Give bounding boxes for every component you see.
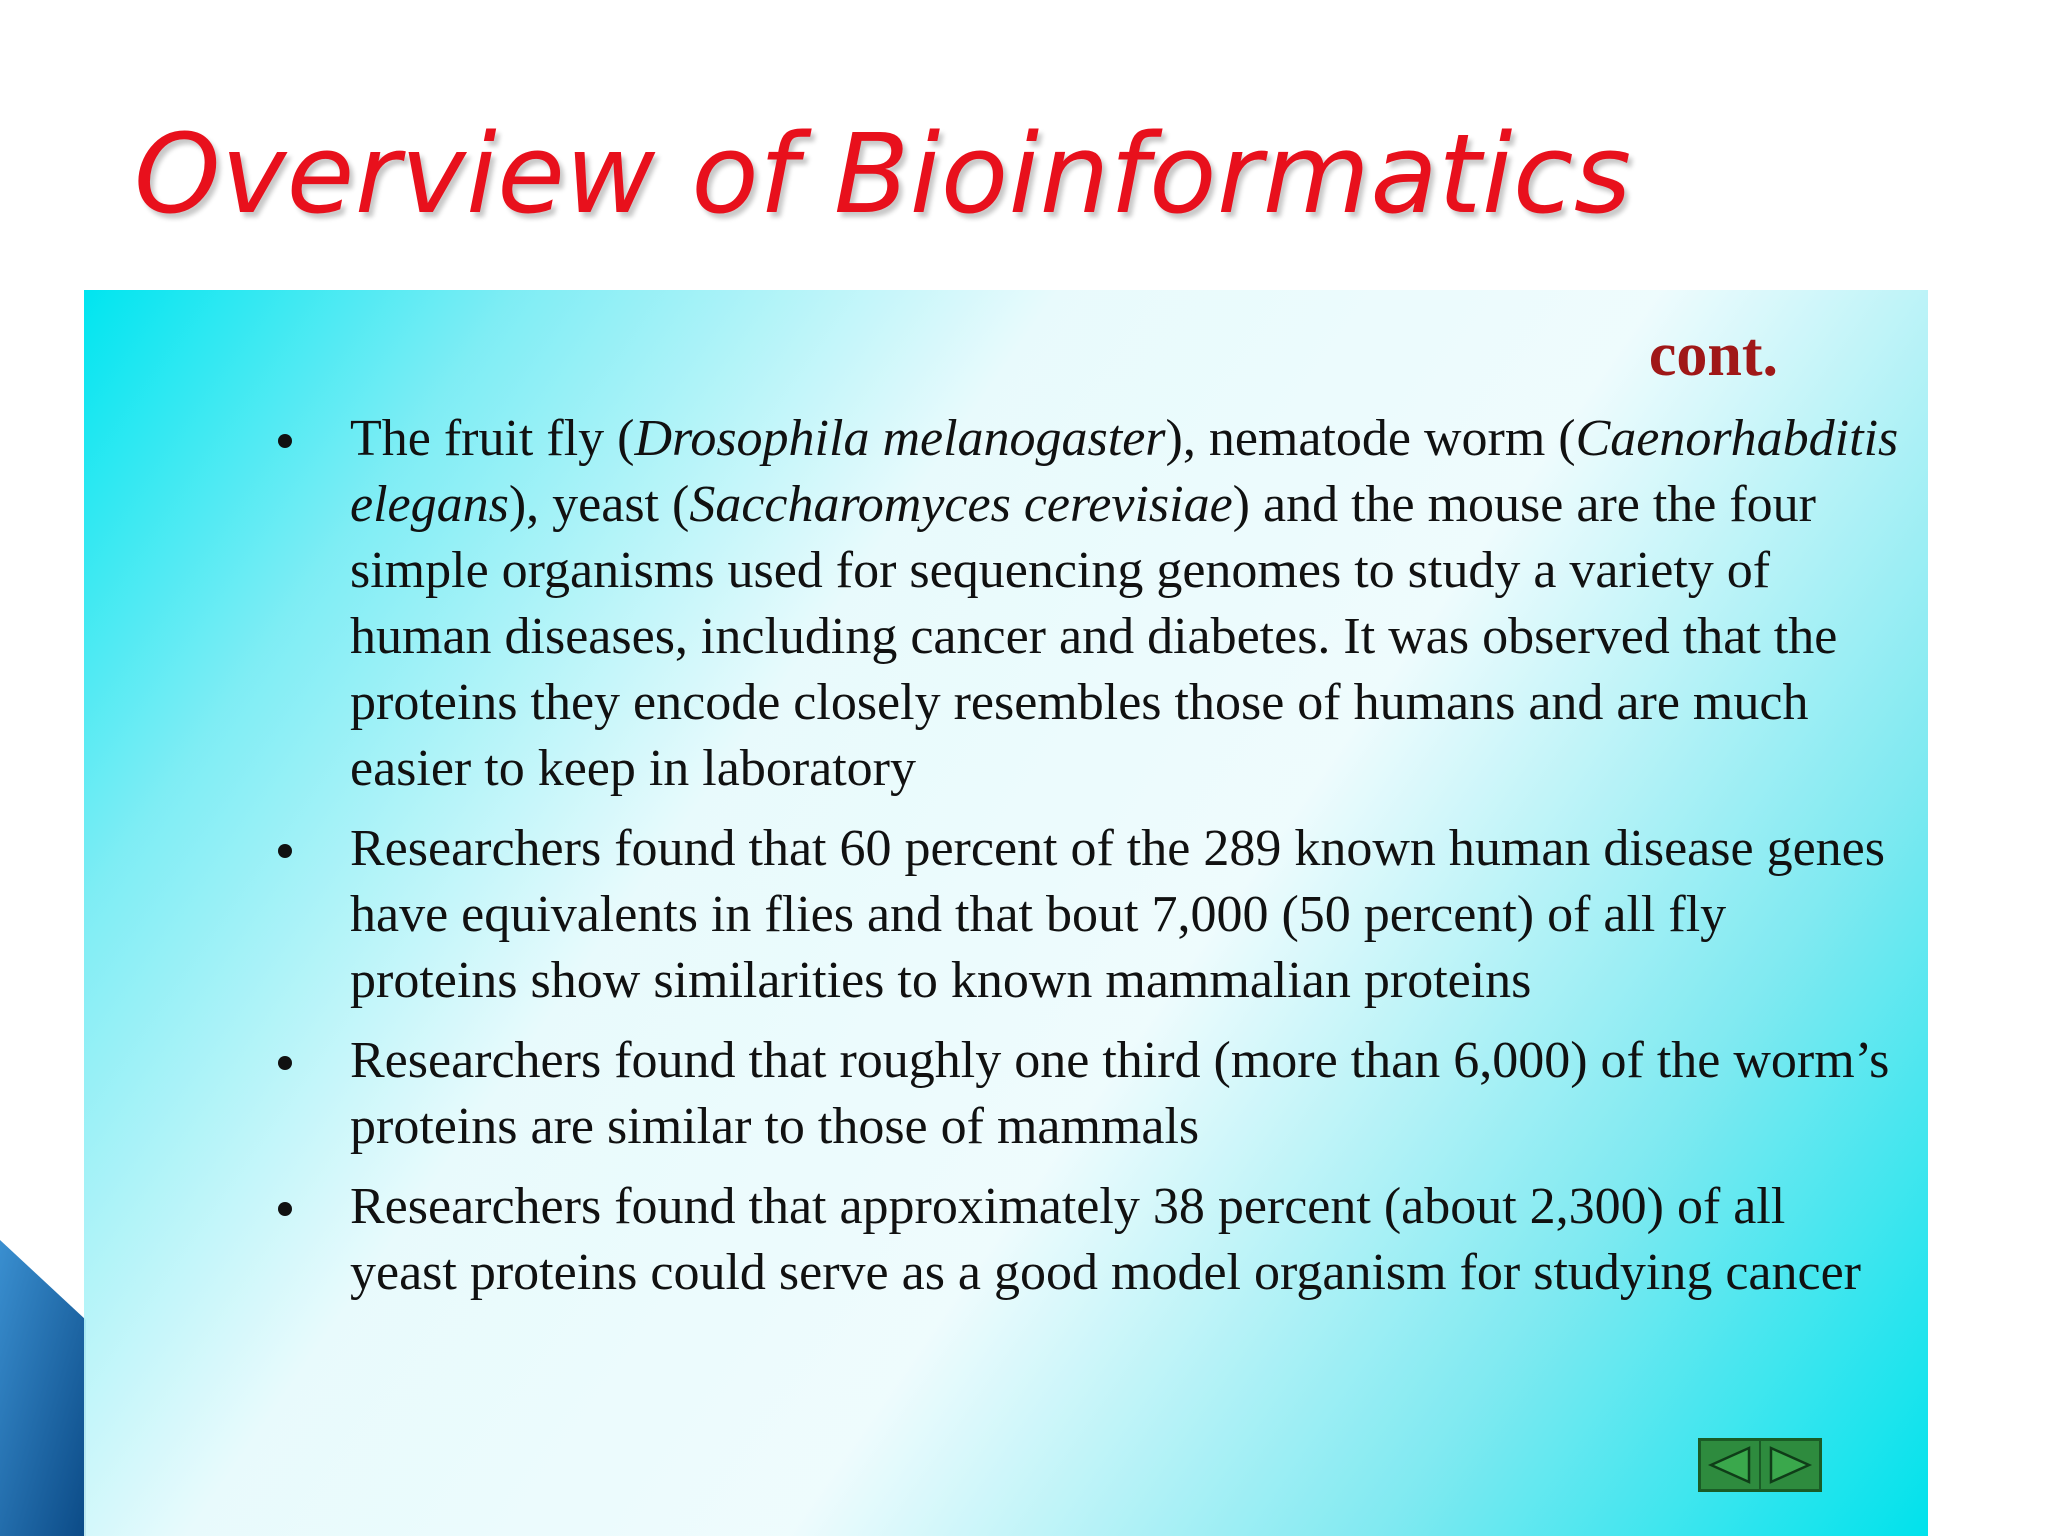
corner-chevron-shape <box>0 1240 86 1536</box>
bullet-text <box>350 1174 1904 1306</box>
bullet-list <box>194 406 1904 1320</box>
bullet-item <box>194 1174 1904 1306</box>
slide-nav-controls <box>1698 1438 1822 1492</box>
text-run: Researchers found that 60 percent of the 289 known human disease genes have equivalents in flies and that bout 7,000 (50 percent) of all fly proteins show similarities to known mammalian proteins <box>350 820 1885 1009</box>
text-run: Researchers found that roughly one third (more than 6,000) of the worm’s proteins are similar to those of mammals <box>350 1032 1890 1155</box>
text-run: ) and the mouse are the four simple organisms used for sequencing genomes to study a variety of human diseases, including cancer and diabetes. It was observed that the proteins they encode closely resembles those of humans and are much easier to keep in laboratory <box>350 476 1838 797</box>
bullet-dot-icon <box>278 1202 292 1216</box>
content-panel <box>84 290 1928 1536</box>
bullet-dot-icon <box>278 1056 292 1070</box>
bullet-item <box>194 816 1904 1014</box>
bullet-item <box>194 406 1904 802</box>
text-run: Researchers found that approximately 38 percent (about 2,300) of all yeast proteins could serve as a good model organism for studying cancer <box>350 1178 1861 1301</box>
arrow-left-icon <box>1707 1445 1753 1485</box>
species-name: Drosophila melanogaster <box>634 410 1166 467</box>
bullet-item <box>194 1028 1904 1160</box>
bullet-text <box>350 1028 1904 1160</box>
arrow-right-icon <box>1767 1445 1813 1485</box>
continued-label: cont. <box>1648 321 1778 389</box>
bullet-dot-icon <box>278 844 292 858</box>
prev-slide-button[interactable] <box>1701 1441 1759 1489</box>
bullet-text <box>350 406 1904 802</box>
text-run: ), nematode worm ( <box>1165 410 1576 467</box>
species-name: Saccharomyces cerevisiae <box>689 476 1233 533</box>
bullet-text <box>350 816 1904 1014</box>
next-slide-button[interactable] <box>1759 1441 1819 1489</box>
bullet-dot-icon <box>278 434 292 448</box>
species-name: Caenorhabditis elegans <box>350 410 1899 533</box>
slide-title: Overview of Bioinformatics <box>134 110 1632 238</box>
text-run: The fruit fly ( <box>350 410 635 467</box>
text-run: ), yeast ( <box>508 476 690 533</box>
